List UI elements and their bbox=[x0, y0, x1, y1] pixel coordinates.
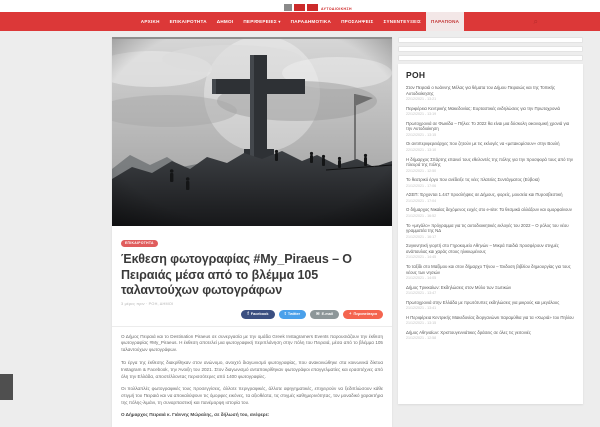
site-logo-text: ΑΥΤΟΔΙΟΙΚΗΣΗ bbox=[321, 7, 352, 11]
feed-item-title: Το θεατρικό έργο που ανέδειξε τις νέες πλατείες Συντάγματος (Εύβοια) bbox=[406, 177, 540, 183]
top-strip bbox=[0, 0, 600, 12]
feed-item[interactable] bbox=[406, 315, 575, 326]
article-paragraph: Τα έργα της έκθεσης διακρίθηκαν στον ανώνυμο, ανοιχτό διαγωνισμό φωτογραφίας, που ανακοινώθηκε στα κοινωνικά δίκτυα Instagram & Facebook, την Άνοιξη του 2021. Στον διαγωνισμό ανταποκρίθηκαν φωτογράφοι επαγγελματίες και ερασιτέχνες από όλη την Ελλάδα, αποστέλλοντας περισσότερες από 1400 φωτογραφίες. bbox=[121, 359, 383, 379]
share-twitter-button[interactable] bbox=[279, 310, 307, 319]
feed-item[interactable] bbox=[406, 330, 575, 341]
nav-item-επικαιροτητα[interactable] bbox=[165, 12, 212, 31]
divider bbox=[112, 326, 392, 327]
feed-item[interactable] bbox=[406, 121, 575, 137]
feed-item[interactable] bbox=[406, 285, 575, 296]
feed-item[interactable] bbox=[406, 207, 575, 218]
feed-item-title: Πρωτοχρονιά στην Ελλάδα με πρωτότυπες εκδηλώσεις για μικρούς και μεγάλους bbox=[406, 299, 560, 305]
feed-item-title: Οι αντιπεριφερειάρχες που ζητούν με τις εκλογές να «μετακομίσουν» στην Βουλή bbox=[406, 141, 560, 147]
article-photo bbox=[112, 39, 392, 226]
feed-item-title: Το ταξίδι στο Μαξίμου και στον δήμαρχο Τήνου – Έκδοση βιβλίου δημιουργίας για τους νέους των νησιών bbox=[406, 263, 571, 275]
feed-item-timestamp: 22/12/2021 - 12:50 bbox=[406, 168, 437, 173]
site-logo[interactable] bbox=[284, 0, 352, 11]
share-label: Twitter bbox=[287, 312, 301, 316]
feed-title: ΡΟΗ bbox=[406, 70, 426, 80]
sidebar-widgets bbox=[398, 37, 583, 61]
twitter-icon: t bbox=[284, 311, 286, 316]
feed-item-timestamp: 21/12/2021 - 17:06 bbox=[406, 183, 437, 188]
feed-item[interactable] bbox=[406, 300, 575, 311]
share-label: Facebook bbox=[250, 312, 269, 316]
feed-item[interactable] bbox=[406, 243, 575, 259]
feed-item[interactable] bbox=[406, 223, 575, 239]
nav-item-προσληψεις[interactable] bbox=[336, 12, 378, 31]
feed-item-timestamp: 21/12/2021 - 13:41 bbox=[406, 306, 437, 311]
feed-item-title: Πρωτοχρονιά σε Φωκίδα – Πήλιο: Το 2022 θα είναι μια δύσκολη οικονομική χρονιά για την Αυτοδιοίκηση bbox=[406, 120, 570, 132]
feed-item-timestamp: 22/12/2021 - 13:10 bbox=[406, 148, 437, 153]
e-mail-icon: ✉ bbox=[316, 311, 320, 316]
facebook-icon: f bbox=[247, 311, 249, 316]
feed-item-timestamp: 22/12/2021 - 13:19 bbox=[406, 112, 437, 117]
nav-item-παραδημοτικα[interactable] bbox=[286, 12, 336, 31]
nav-item-label: ΣΥΝΕΝΤΕΥΞΕΙΣ bbox=[383, 19, 421, 24]
quote-intro: Ο Δήμαρχος Πειραιά κ. Γιάννης Μώραλης, σε δήλωσή του, ανέφερε: bbox=[121, 412, 270, 418]
article-card bbox=[112, 37, 392, 427]
feed-item-timestamp: 21/12/2021 - 17:04 bbox=[406, 198, 437, 203]
feed-list bbox=[406, 85, 575, 340]
share-e-mail-button[interactable] bbox=[310, 310, 339, 319]
feed-card bbox=[398, 64, 583, 404]
logo-blocks-icon bbox=[284, 6, 318, 11]
nav-item-αρχικη[interactable] bbox=[136, 12, 165, 31]
nav-item-label: ΠΕΡΙΦΕΡΕΙΕΣ bbox=[243, 19, 277, 24]
sidebar-widget-bar[interactable] bbox=[398, 37, 583, 43]
feed-item[interactable] bbox=[406, 177, 575, 188]
nav-item-label: ΠΡΟΣΛΗΨΕΙΣ bbox=[341, 19, 374, 24]
feed-item-title: Η δήμαρχος Σπάρτης επαινεί τους εθελοντές της πόλης για την προσφορά τους από την πλευρά της πόλης bbox=[406, 156, 573, 168]
feed-item-timestamp: 22/12/2021 - 13:15 bbox=[406, 132, 437, 137]
nav-item-label: ΠΑΡΑΔΗΜΟΤΙΚΑ bbox=[290, 19, 332, 24]
feed-item-timestamp: 21/12/2021 - 16:17 bbox=[406, 234, 437, 239]
feed-item-timestamp: 21/12/2021 - 13:47 bbox=[406, 291, 437, 296]
article-text bbox=[121, 334, 383, 420]
feed-item-timestamp: 21/12/2021 - 13:15 bbox=[406, 321, 437, 326]
share-label: Περισσότερα bbox=[353, 312, 377, 316]
feed-item-title: Στον Πειραιά ο Ιωάννης Μέλας για θέματα του Δήμου Πειραιώς και της Τοπικής Αυτοδιοίκησης bbox=[406, 85, 556, 96]
share-label: E-mail bbox=[321, 312, 333, 316]
share-buttons bbox=[121, 310, 383, 319]
nav-item-παραπονα[interactable] bbox=[426, 12, 464, 31]
nav-item-label: ΕΠΙΚΑΙΡΟΤΗΤΑ bbox=[169, 19, 207, 24]
feed-item-timestamp: 21/12/2021 - 12:58 bbox=[406, 336, 437, 341]
article-title: Έκθεση φωτογραφίας #My_Piraeus – Ο Πειραιάς μέσα από το βλέμμα 105 ταλαντούχων φωτογράφων bbox=[121, 252, 352, 297]
nav-item-περιφερειες[interactable] bbox=[238, 12, 285, 31]
share-περισσότερα-button[interactable] bbox=[343, 310, 383, 319]
feedback-tab[interactable] bbox=[0, 374, 13, 400]
feed-item-timestamp: 21/12/2021 - 14:05 bbox=[406, 276, 437, 281]
share-facebook-button[interactable] bbox=[241, 310, 274, 319]
feed-item-title: Ο δήμαρχος Νικαίας δεχόμενος ευχές στο e-site: Τα θεσμικά αλλάζουν και ομορφαίνουν bbox=[406, 207, 572, 213]
article-paragraph: Ο Δήμος Πειραιά και το Destination Piraeus σε συνεργασία με την ομάδα Greek Instagramers Events παρουσιάζουν την έκθεση φωτογραφίας #My_Piraeus. Η έκθεση αποτελεί μια φωτογραφική περιπλάνηση στην πόλη του Πειραιά, μέσα από το βλέμμα 105 ταλαντούχων φωτογράφων. bbox=[121, 333, 383, 353]
feed-item[interactable] bbox=[406, 106, 575, 117]
nav-item-συνεντευξεις[interactable] bbox=[378, 12, 426, 31]
sidebar-widget-bar[interactable] bbox=[398, 46, 583, 52]
feed-item-title: ΑΣΕΠ: Έρχονται 1.447 προσλήψεις σε Δήμους, φορείς, μουσεία και Πυροσβεστική bbox=[406, 192, 563, 198]
feed-item[interactable] bbox=[406, 85, 575, 101]
nav-item-label: ΔΗΜΟΙ bbox=[216, 19, 234, 24]
article-byline: 3 μέρες πριν · ΡΟΗ, ΔΗΜΟΙ bbox=[121, 301, 174, 306]
sidebar bbox=[398, 37, 583, 404]
nav-item-label: ΑΡΧΙΚΗ bbox=[140, 19, 160, 24]
nav-item-δημοι[interactable] bbox=[212, 12, 239, 31]
feed-item[interactable] bbox=[406, 141, 575, 152]
feed-item[interactable] bbox=[406, 157, 575, 173]
περισσότερα-icon: + bbox=[349, 311, 352, 316]
main-nav bbox=[0, 12, 600, 31]
feed-item[interactable] bbox=[406, 264, 575, 280]
feed-item-title: Δήμος Τρικκαίων: Εκδηλώσεις στον Μύλο των Ξωτικών bbox=[406, 284, 512, 290]
feed-item-title: Περιφέρεια Κεντρικής Μακεδονίας: Εορταστικές εκδηλώσεις για την Πρωτοχρονιά bbox=[406, 105, 560, 111]
feed-item-timestamp: 21/12/2021 - 14:45 bbox=[406, 255, 437, 260]
sidebar-widget-bar[interactable] bbox=[398, 55, 583, 61]
feed-item[interactable] bbox=[406, 192, 575, 203]
feed-item-title: Το «μεγάλο» πρόγραμμα για τις αυτοδιοικητικές εκλογές του 2022 – Ο ρόλος του νέου γραμματέα της ΝΔ bbox=[406, 222, 569, 234]
feed-item-timestamp: 21/12/2021 - 16:52 bbox=[406, 214, 437, 219]
feed-item-title: Η Περιφέρεια Κεντρικής Μακεδονίας διοργανώνει παραμύθια για τα «Χωριά» του Πηλίου bbox=[406, 314, 574, 320]
feed-item-timestamp: 22/12/2021 - 13:21 bbox=[406, 97, 437, 102]
chevron-down-icon: ▾ bbox=[278, 19, 281, 24]
article-paragraph: Οι πολλαπλές φωτογραφικές τους προσεγγίσεις, άλλοτε περιγραφικές, άλλοτε αφηγηματικές, επιχειρούν να ξεδιπλώσουν κάθε στιγμή του Πειραιά και να αποκαλύψουν τις όμορφες εικόνες, τα αξιοθέατα, τις στιγμές καθημερινότητας, τον μοναδικό χαρακτήρα της πόλης-λιμάνι, τη συναρπαστική και πανέμορφη ιστορία του. bbox=[121, 385, 383, 405]
feed-item-title: Δήμος Αθηναίων: Χριστουγεννιάτικες δράσεις σε όλες τις γειτονιές bbox=[406, 329, 531, 335]
category-badge[interactable]: ΕΠΙΚΑΙΡΟΤΗΤΑ bbox=[121, 240, 158, 247]
search-icon[interactable]: ⌕ bbox=[533, 16, 538, 26]
nav-item-label: ΠΑΡΑΠΟΝΑ bbox=[431, 19, 460, 24]
nav-menu bbox=[136, 12, 464, 31]
feed-item-title: Συγκινητική γιορτή στο Γηροκομείο Αθηνών – Μικρά παιδιά προσφέρουν στιγμές ανάπαυλας και χαράς στους ηλικιωμένους bbox=[406, 243, 559, 254]
